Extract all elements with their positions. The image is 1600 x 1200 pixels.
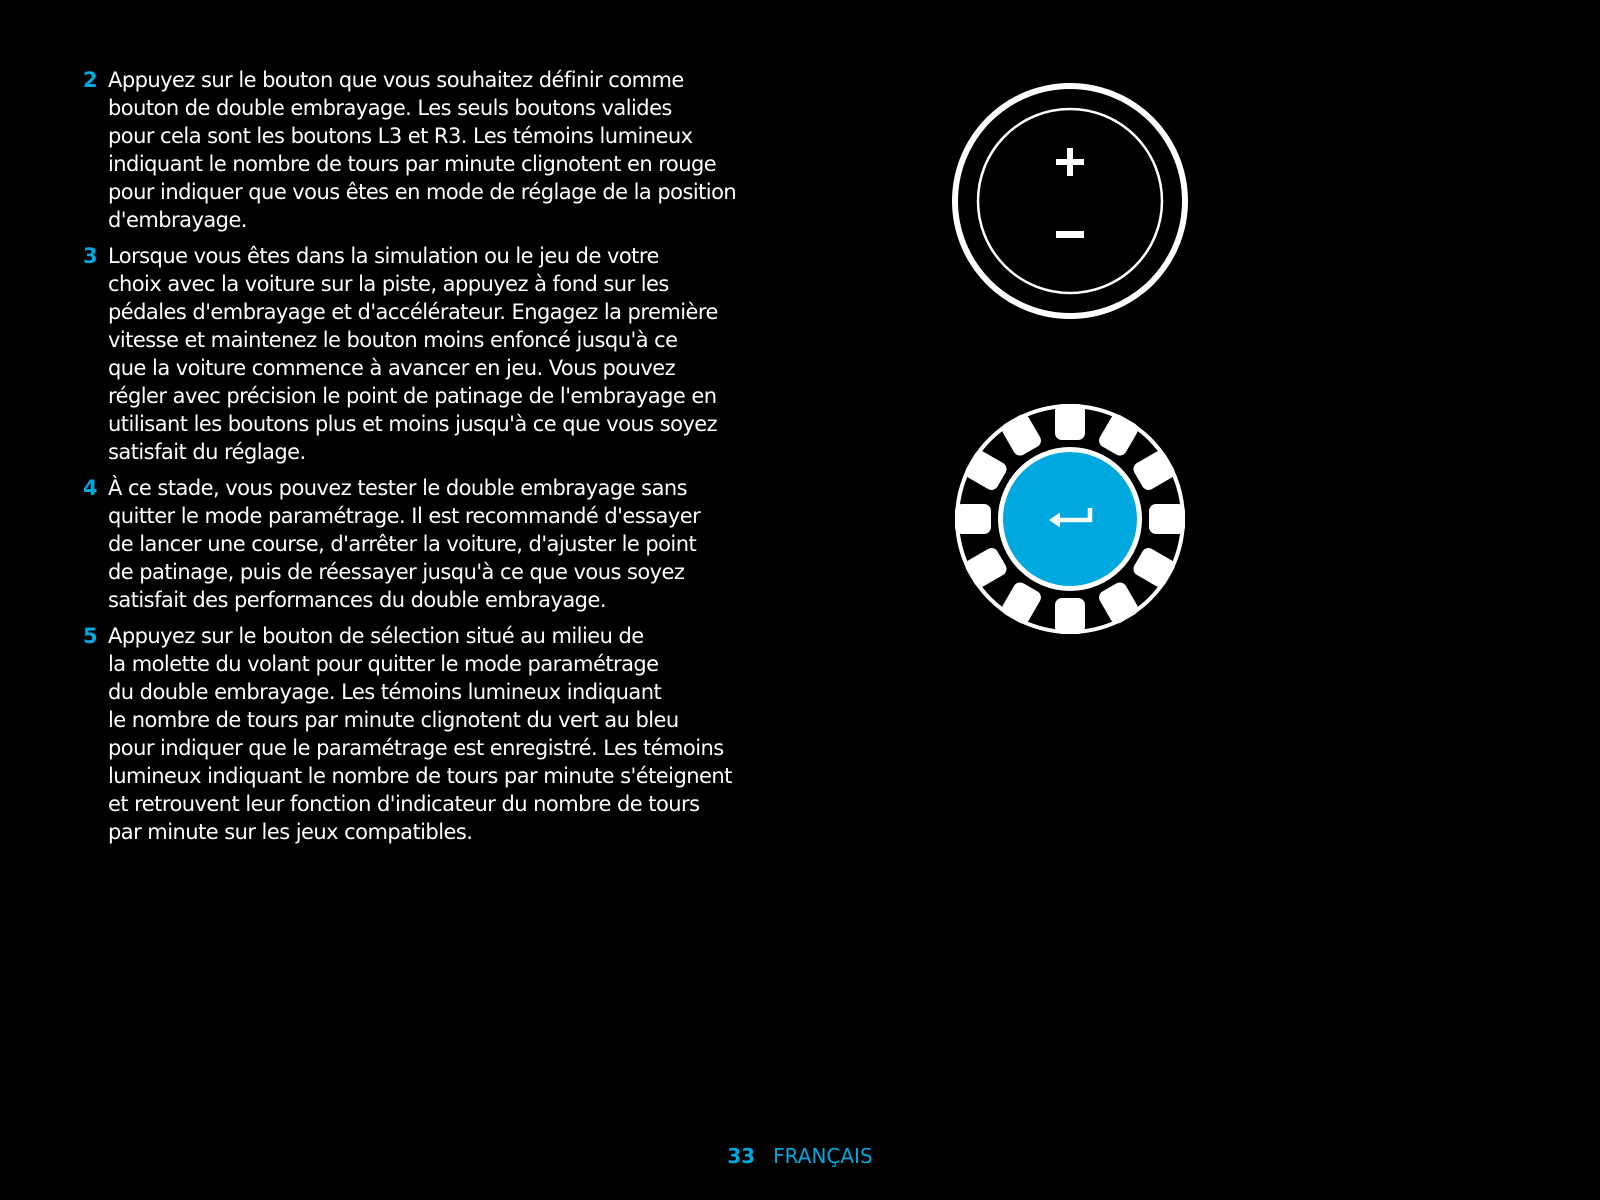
step-text-line: pour indiquer que vous êtes en mode de réglage de la position xyxy=(108,180,737,204)
step-text-line: Appuyez sur le bouton de sélection situé au milieu de xyxy=(108,624,644,648)
step-text-line: satisfait des performances du double embrayage. xyxy=(108,588,606,612)
wheel-button xyxy=(1055,598,1085,634)
step-text-line: choix avec la voiture sur la piste, appuyez à fond sur les xyxy=(108,272,669,296)
instruction-steps xyxy=(80,66,800,854)
wheel-button xyxy=(1000,412,1044,458)
wheel-button xyxy=(963,546,1009,590)
dial-outer-ring xyxy=(955,86,1185,316)
step-text-line: À ce stade, vous pouvez tester le double embrayage sans xyxy=(108,476,688,500)
step-text-line: de lancer une course, d'arrêter la voiture, d'ajuster le point xyxy=(108,532,697,556)
page-number: 33 xyxy=(727,1144,756,1168)
wheel-button xyxy=(1131,546,1177,590)
step-text-line: la molette du volant pour quitter le mode paramétrage xyxy=(108,652,659,676)
illustrations xyxy=(945,76,1195,646)
wheel-button xyxy=(1055,404,1085,440)
step-text-line: quitter le mode paramétrage. Il est recommandé d'essayer xyxy=(108,504,701,528)
step-4 xyxy=(80,474,800,614)
step-text-line: pour indiquer que le paramétrage est enregistré. Les témoins xyxy=(108,736,724,760)
step-number: 5 xyxy=(83,624,98,648)
step-number: 4 xyxy=(83,476,98,500)
step-text-line: pour cela sont les boutons L3 et R3. Les témoins lumineux xyxy=(108,124,693,148)
step-text-line: et retrouvent leur fonction d'indicateur du nombre de tours xyxy=(108,792,700,816)
plus-minus-dial-icon xyxy=(945,76,1195,326)
step-text-line: indiquant le nombre de tours par minute clignotent en rouge xyxy=(108,152,717,176)
step-text-line: bouton de double embrayage. Les seuls boutons valides xyxy=(108,96,672,120)
wheel-button xyxy=(963,449,1009,493)
step-text-line: par minute sur les jeux compatibles. xyxy=(108,820,473,844)
step-text-line: satisfait du réglage. xyxy=(108,440,306,464)
step-text-line: de patinage, puis de réessayer jusqu'à ce que vous soyez xyxy=(108,560,685,584)
dial-inner-ring xyxy=(978,109,1162,293)
step-text-line: le nombre de tours par minute clignotent du vert au bleu xyxy=(108,708,679,732)
page-footer xyxy=(0,1143,1600,1169)
step-5 xyxy=(80,622,800,846)
wheel-button xyxy=(1097,580,1141,626)
wheel-button xyxy=(1131,449,1177,493)
step-3 xyxy=(80,242,800,466)
step-number: 2 xyxy=(83,68,98,92)
step-text-line: Lorsque vous êtes dans la simulation ou le jeu de votre xyxy=(108,244,659,268)
step-text-line: du double embrayage. Les témoins lumineux indiquant xyxy=(108,680,662,704)
step-text-line: vitesse et maintenez le bouton moins enfoncé jusqu'à ce xyxy=(108,328,678,352)
step-text-line: Appuyez sur le bouton que vous souhaitez définir comme xyxy=(108,68,684,92)
step-number: 3 xyxy=(83,244,98,268)
minus-icon xyxy=(1056,231,1084,238)
plus-icon-v xyxy=(1067,148,1073,176)
step-text-line: pédales d'embrayage et d'accélérateur. Engagez la première xyxy=(108,300,718,324)
wheel-button xyxy=(1149,504,1185,534)
enter-wheel-icon xyxy=(945,394,1195,644)
step-text-line: d'embrayage. xyxy=(108,208,247,232)
step-text-line: que la voiture commence à avancer en jeu. Vous pouvez xyxy=(108,356,676,380)
step-text-line: utilisant les boutons plus et moins jusqu'à ce que vous soyez xyxy=(108,412,718,436)
wheel-button xyxy=(955,504,991,534)
wheel-button xyxy=(1097,412,1141,458)
step-text-line: régler avec précision le point de patinage de l'embrayage en xyxy=(108,384,717,408)
step-2 xyxy=(80,66,800,234)
wheel-button xyxy=(1000,580,1044,626)
step-text-line: lumineux indiquant le nombre de tours par minute s'éteignent xyxy=(108,764,732,788)
language-label: FRANÇAIS xyxy=(773,1144,873,1168)
